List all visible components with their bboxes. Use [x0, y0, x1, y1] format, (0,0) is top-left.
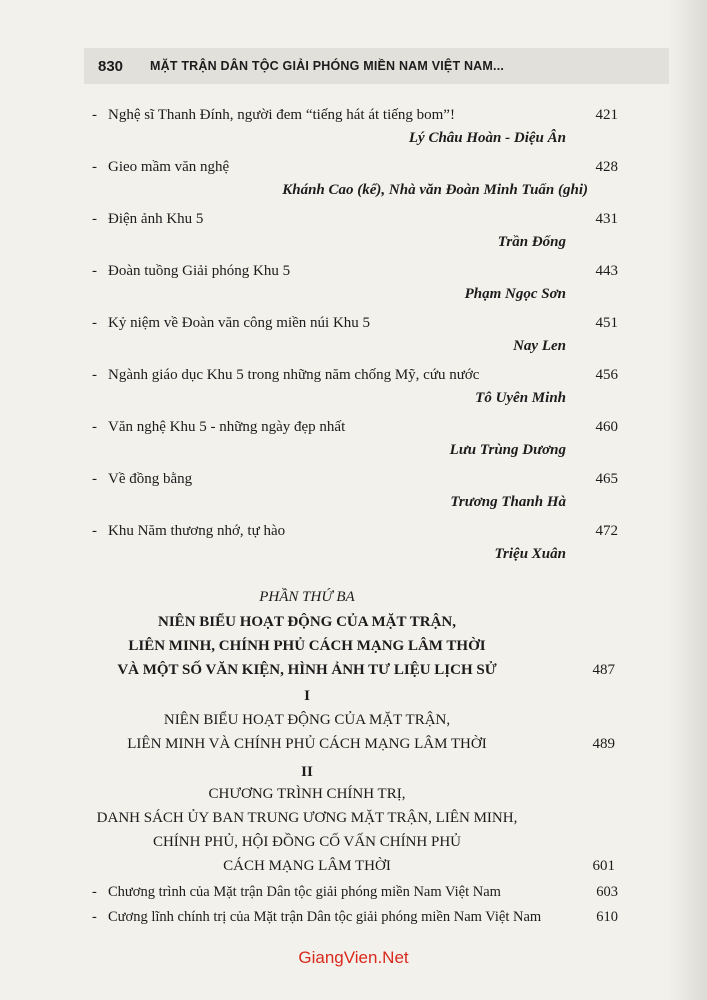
- entry-title: Nghệ sĩ Thanh Đính, người đem “tiếng hát át tiếng bom”!: [108, 107, 455, 123]
- toc-entry: [92, 523, 618, 566]
- entry-dash: -: [92, 315, 97, 331]
- entry-dash: -: [92, 107, 97, 123]
- entry-title: Ngành giáo dục Khu 5 trong những năm chống Mỹ, cứu nước: [108, 367, 480, 383]
- toc-entry: [92, 315, 618, 358]
- entry-page: 451: [595, 315, 618, 331]
- toc-entry: [92, 107, 618, 150]
- entry-dash: -: [92, 909, 97, 925]
- entry-author: Lý Châu Hoàn - Diệu Ân: [408, 130, 566, 146]
- header-page-number: 830: [98, 57, 124, 75]
- entry-title: Chương trình của Mặt trận Dân tộc giải phóng miền Nam Việt Nam: [108, 884, 501, 900]
- entry-title: Về đồng bằng: [108, 471, 193, 487]
- entry-page: 610: [596, 909, 618, 925]
- binding-shadow: [667, 0, 707, 1000]
- entry-author: Khánh Cao (kể), Nhà văn Đoàn Minh Tuấn (ghi): [282, 182, 588, 198]
- header-title: MẶT TRẬN DÂN TỘC GIẢI PHÓNG MIỀN NAM VIỆT NAM...: [150, 59, 505, 73]
- part-page: 487: [592, 662, 615, 678]
- entry-title: Kỷ niệm về Đoàn văn công miền núi Khu 5: [108, 315, 371, 331]
- entry-author: Lưu Trùng Dương: [449, 442, 566, 458]
- running-header: [84, 48, 669, 84]
- entry-author: Trần Đống: [497, 234, 566, 250]
- entry-page: 443: [595, 263, 618, 279]
- section-numeral: I: [304, 688, 310, 704]
- entry-title: Gieo mầm văn nghệ: [108, 159, 230, 175]
- entry-dash: -: [92, 367, 97, 383]
- entry-author: Triệu Xuân: [494, 546, 566, 562]
- section-page: 601: [592, 858, 615, 874]
- entry-author: Phạm Ngọc Sơn: [464, 286, 566, 302]
- entry-title: Điện ảnh Khu 5: [108, 211, 204, 227]
- section-numeral: II: [301, 764, 313, 780]
- entry-page: 603: [596, 884, 618, 900]
- entry-title: Cương lĩnh chính trị của Mặt trận Dân tộc giải phóng miền Nam Việt Nam: [108, 909, 542, 925]
- toc-entry: [92, 263, 618, 306]
- entry-page: 472: [595, 523, 618, 539]
- entry-dash: -: [92, 211, 97, 227]
- part-heading-line: NIÊN BIỂU HOẠT ĐỘNG CỦA MẶT TRẬN,: [158, 614, 456, 630]
- entry-page: 431: [595, 211, 618, 227]
- entry-page: 456: [595, 367, 618, 383]
- part-heading-line: VÀ MỘT SỐ VĂN KIỆN, HÌNH ẢNH TƯ LIỆU LỊCH SỬ: [117, 662, 497, 678]
- part-heading-line: LIÊN MINH, CHÍNH PHỦ CÁCH MẠNG LÂM THỜI: [128, 638, 486, 654]
- part-label: PHẦN THỨ BA: [259, 589, 355, 605]
- section-heading-line: DANH SÁCH ỦY BAN TRUNG ƯƠNG MẶT TRẬN, LIÊN MINH,: [96, 810, 518, 826]
- entry-dash: -: [92, 884, 97, 900]
- section-heading-line: CÁCH MẠNG LÂM THỜI: [223, 858, 391, 874]
- section-page: 489: [592, 736, 615, 752]
- entry-author: Trương Thanh Hà: [450, 494, 566, 510]
- entry-title: Văn nghệ Khu 5 - những ngày đẹp nhất: [108, 419, 346, 435]
- entry-dash: -: [92, 263, 97, 279]
- section-heading-line: CHƯƠNG TRÌNH CHÍNH TRỊ,: [208, 786, 406, 802]
- entry-author: Nay Len: [513, 338, 566, 354]
- toc-entry: [92, 159, 618, 202]
- entry-title: Khu Năm thương nhớ, tự hào: [108, 523, 286, 539]
- entry-author: Tô Uyên Minh: [475, 390, 566, 406]
- entry-dash: -: [92, 471, 97, 487]
- entry-page: 428: [595, 159, 618, 175]
- section-heading-line: NIÊN BIỂU HOẠT ĐỘNG CỦA MẶT TRẬN,: [163, 712, 451, 728]
- entry-page: 421: [595, 107, 618, 123]
- toc-entry: [92, 211, 618, 254]
- entry-dash: -: [92, 523, 97, 539]
- section-heading-line: LIÊN MINH VÀ CHÍNH PHỦ CÁCH MẠNG LÂM THỜI: [127, 736, 487, 752]
- watermark: GiangVien.Net: [298, 948, 409, 967]
- section-heading-line: CHÍNH PHỦ, HỘI ĐỒNG CỐ VẤN CHÍNH PHỦ: [152, 834, 462, 850]
- entry-dash: -: [92, 159, 97, 175]
- toc-entry: [92, 367, 618, 410]
- toc-sub-entry: [92, 909, 618, 929]
- entry-page: 460: [595, 419, 618, 435]
- entry-title: Đoàn tuồng Giải phóng Khu 5: [108, 263, 291, 279]
- entry-dash: -: [92, 419, 97, 435]
- toc-sub-entry: [92, 884, 618, 904]
- toc-entry: [92, 419, 618, 462]
- entry-page: 465: [595, 471, 618, 487]
- toc-entry: [92, 471, 618, 514]
